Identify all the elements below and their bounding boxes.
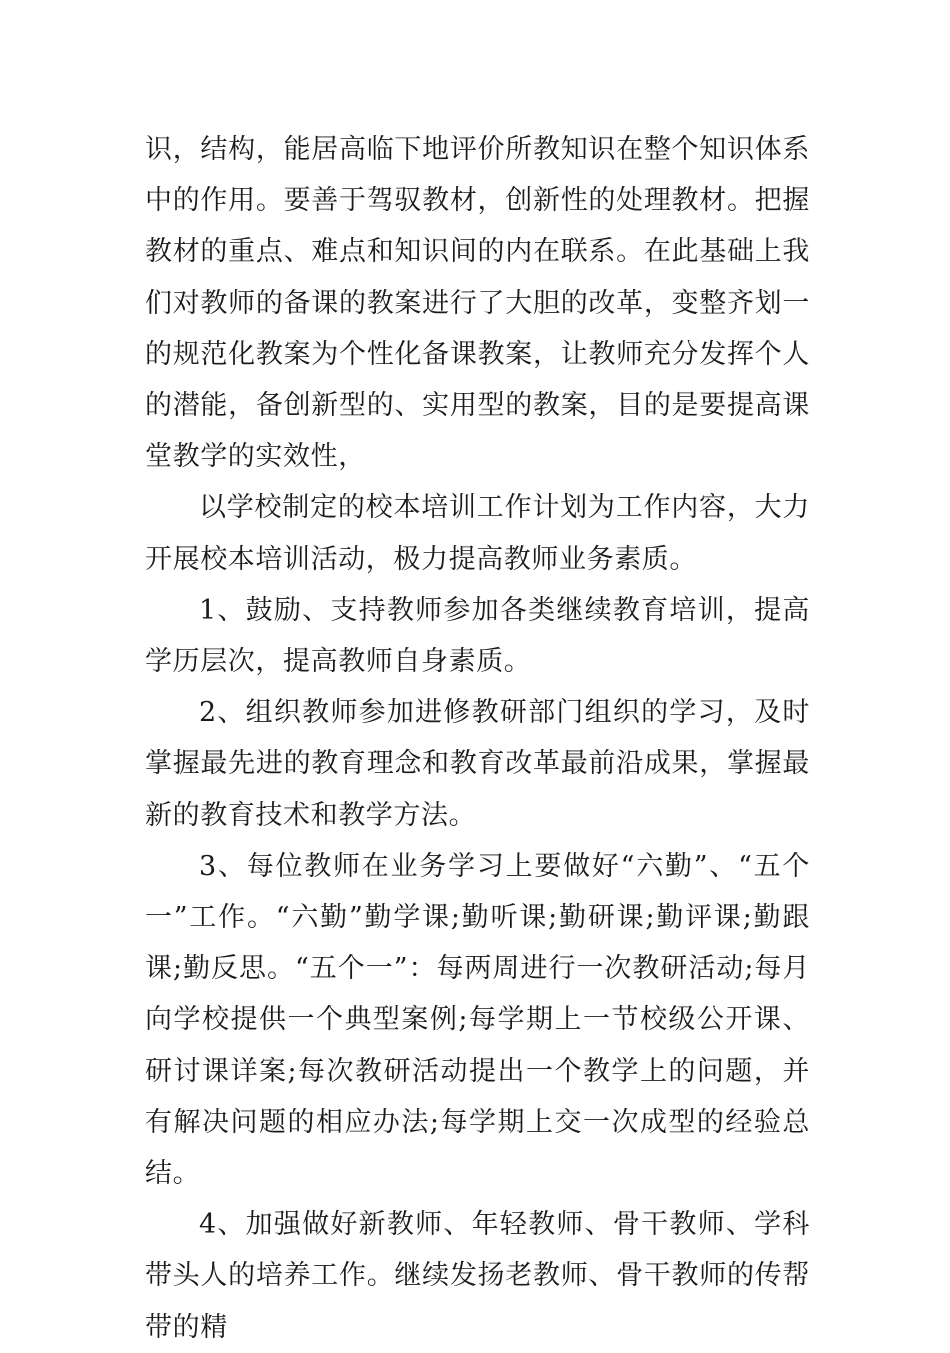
paragraph-training-plan: 以学校制定的校本培训工作计划为工作内容，大力开展校本培训活动，极力提高教师业务素质。 [145, 492, 810, 575]
document-body [145, 124, 810, 1353]
paragraph-item-1: 1、鼓励、支持教师参加各类继续教育培训，提高学历层次，提高教师自身素质。 [145, 594, 810, 678]
paragraph-item-4: 4、加强做好新教师、年轻教师、骨干教师、学科带头人的培养工作。继续发扬老教师、骨干教师的传帮带的精 [145, 1209, 810, 1343]
paragraph-continued: 识，结构，能居高临下地评价所教知识在整个知识体系中的作用。要善于驾驭教材，创新性的处理教材。把握教材的重点、难点和知识间的内在联系。在此基础上我们对教师的备课的教案进行了大胆的改革，变整齐划一的规范化教案为个性化备课教案，让教师充分发挥个人的潜能，备创新型的、实用型的教案，目的是要提高课堂教学的实效性， [145, 134, 810, 473]
paragraph-item-3: 3、每位教师在业务学习上要做好“六勤”、“五个一”工作。“六勤”勤学课;勤听课;勤研课;勤评课;勤跟课;勤反思。“五个一”：每两周进行一次教研活动;每月向学校提供一个典型案例;每学期上一节校级公开课、研讨课详案;每次教研活动提出一个教学上的问题，并有解决问题的相应办法;每学期上交一次成型的经验总结。 [145, 850, 810, 1190]
paragraph-item-2: 2、组织教师参加进修教研部门组织的学习，及时掌握最先进的教育理念和教育改革最前沿成果，掌握最新的教育技术和教学方法。 [145, 697, 810, 831]
